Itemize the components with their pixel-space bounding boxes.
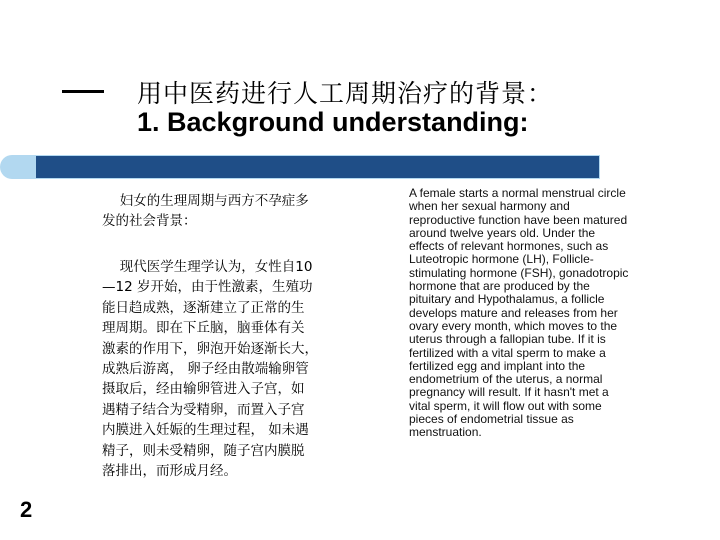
title-chinese: 用中医药进行人工周期治疗的背景：	[137, 79, 554, 108]
chinese-heading-line: 妇女的生理周期与西方不孕症多	[102, 193, 309, 209]
english-body-line: pituitary and Hypothalamus, a follicle	[409, 292, 605, 307]
english-body-line: reproductive function have been matured	[409, 212, 628, 227]
chinese-heading	[102, 191, 352, 232]
english-body-line: when her sexual harmony and	[409, 199, 570, 214]
english-body-line: around twelve years old. Under the	[409, 225, 596, 240]
english-body-line: uterus through a fallopian tube. If it is	[409, 332, 606, 347]
english-body	[409, 187, 674, 440]
chinese-body-line: 遇精子结合为受精卵，而置入子宫	[102, 401, 305, 418]
english-body-line: stimulating hormone (FSH), gonadotropic	[409, 265, 629, 280]
chinese-body-line: 理周期。即在下丘脑，脑垂体有关	[102, 320, 305, 337]
chinese-body-line: 能日趋成熟，逐渐建立了正常的生	[102, 299, 305, 316]
chinese-heading-line: 发的社会背景：	[102, 213, 197, 230]
english-body-line: develops mature and releases from her	[409, 305, 618, 320]
english-body-line: pregnancy will result. If it hasn't met a	[409, 385, 609, 400]
chinese-body-line: 现代医学生理学认为，女性自10	[102, 259, 313, 275]
english-body-line: fertilized with a vital sperm to make a	[409, 345, 606, 360]
chinese-body	[102, 257, 352, 481]
title-english: 1. Background understanding:	[137, 107, 529, 137]
english-body-line: hormone that are produced by the	[409, 279, 590, 294]
chinese-body-line: 精子，则未受精卵，随子宫内膜脱	[102, 442, 305, 459]
chinese-body-line: 内膜进入妊娠的生理过程， 如未遇	[102, 422, 309, 439]
english-body-line: pieces of endometrial tissue as	[409, 412, 574, 427]
chinese-body-line: 激素的作用下，卵泡开始逐渐长大，	[102, 340, 318, 357]
english-body-line: Luteotropic hormone (LH), Follicle-	[409, 252, 594, 267]
chinese-body-line: 摄取后，经由输卵管进入子宫，如	[102, 381, 305, 398]
english-body-line: vital sperm, it will flow out with some	[409, 398, 602, 413]
title-underline-bar-dark	[36, 156, 599, 178]
chinese-body-line: —12 岁开始，由于性激素，生殖功	[102, 279, 313, 296]
english-body-line: ovary every month, which moves to the	[409, 318, 618, 333]
english-body-line: menstruation.	[409, 425, 482, 440]
english-body-line: A female starts a normal menstrual circle	[409, 186, 626, 200]
english-body-line: endometrium of the uterus, a normal	[409, 372, 603, 387]
english-body-line: effects of relevant hormones, such as	[409, 239, 609, 254]
chinese-body-line: 落排出，而形成月经。	[102, 463, 237, 480]
chinese-body-line: 成熟后游离， 卵子经由散端输卵管	[102, 361, 309, 378]
english-body-line: fertilized egg and implant into the	[409, 358, 586, 373]
title-dash	[62, 90, 104, 93]
page-number: 2	[20, 497, 33, 522]
